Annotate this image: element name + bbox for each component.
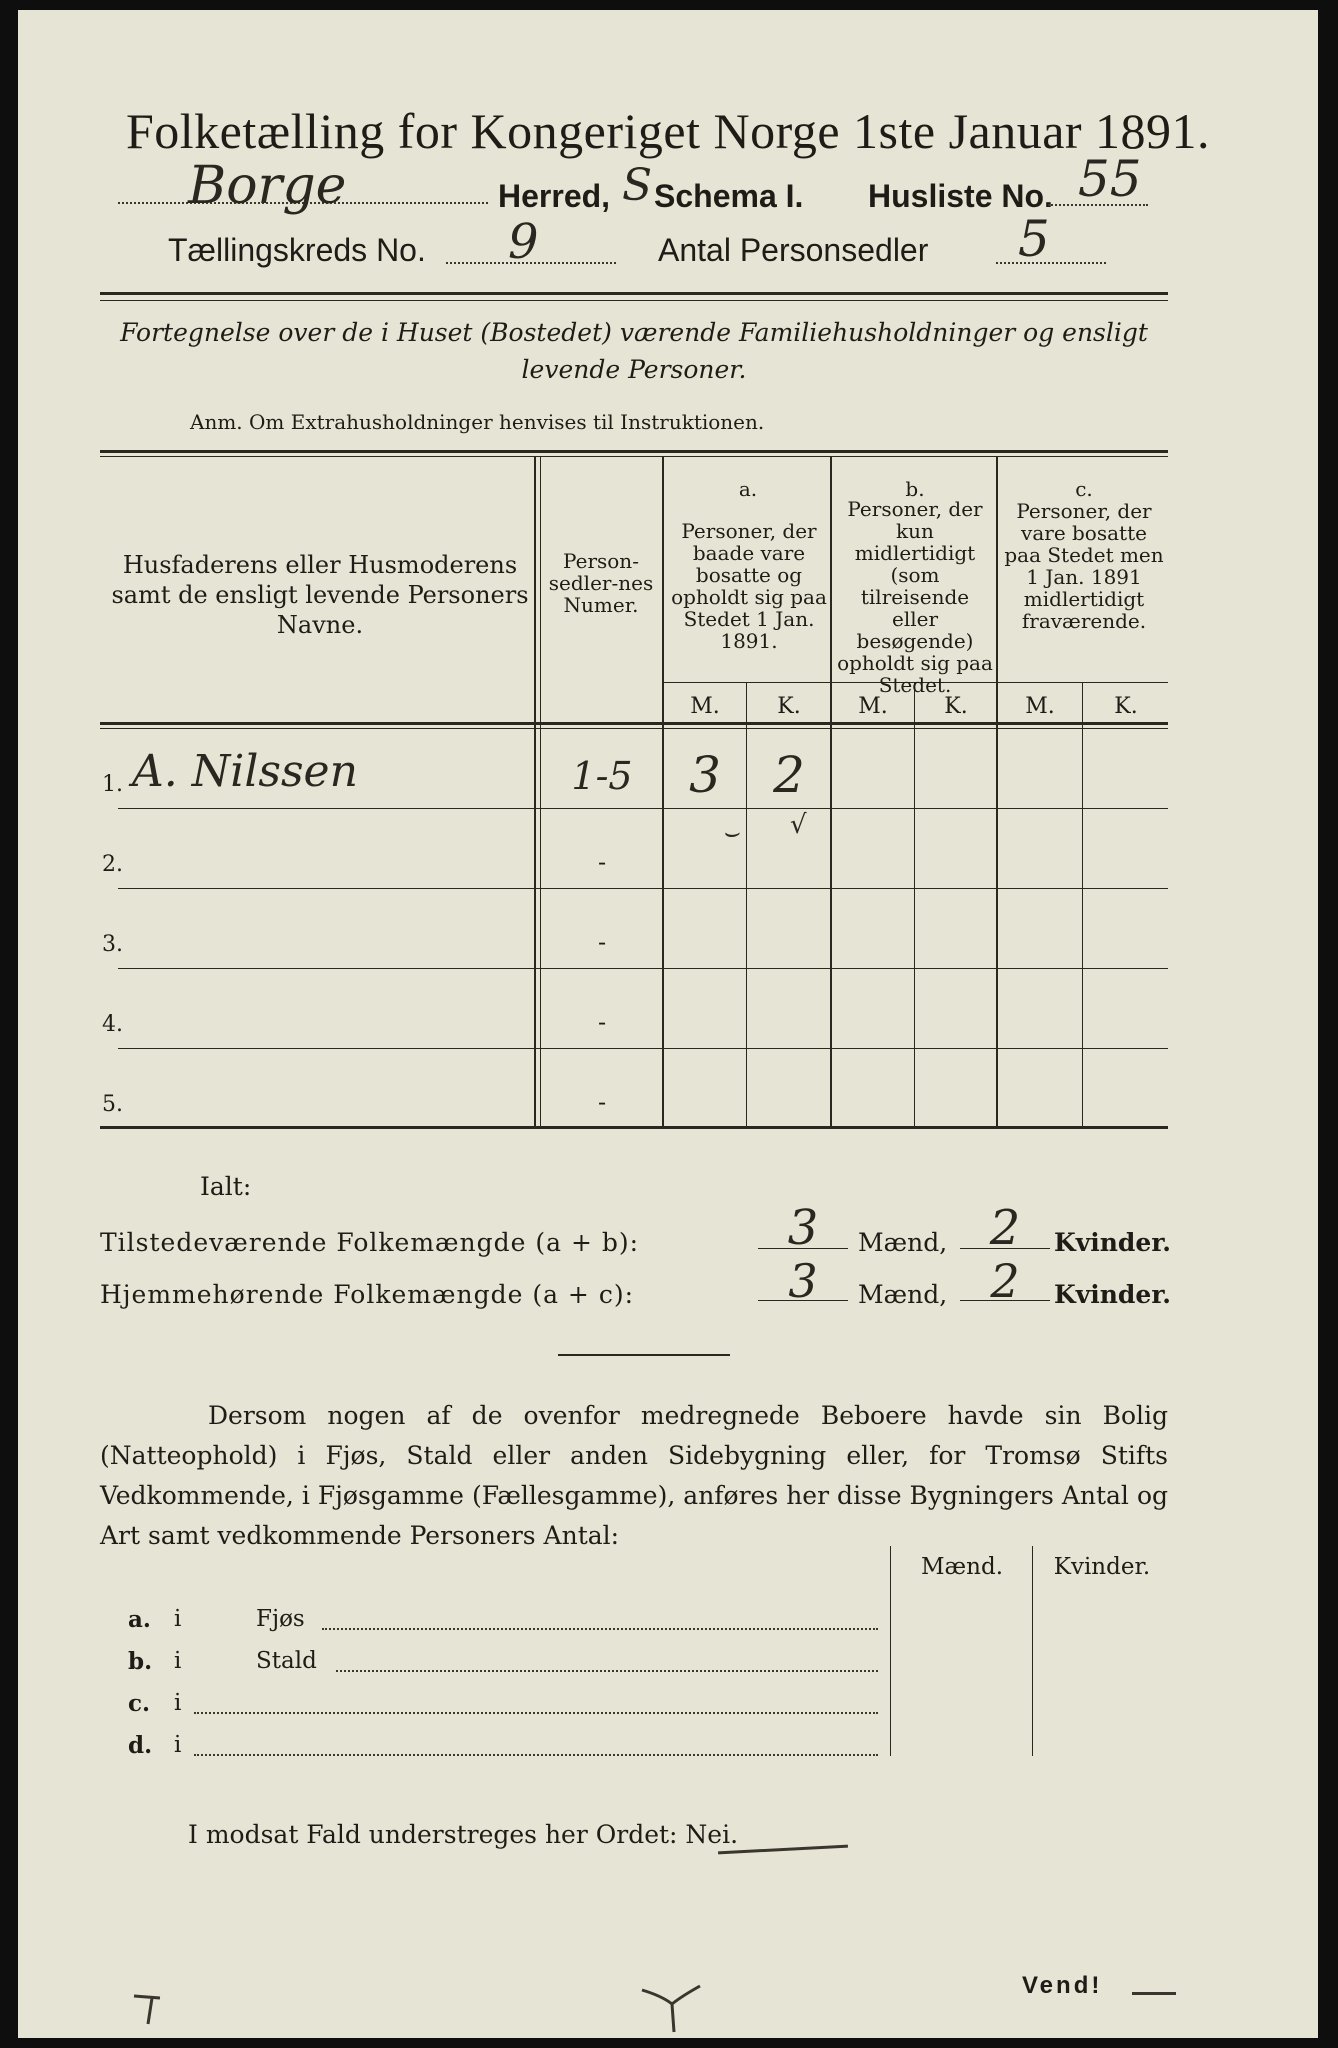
table-top-rule-thin <box>100 456 1168 457</box>
total-line1-kvinder: Kvinder. <box>1054 1228 1171 1257</box>
row-4-numer: - <box>597 1008 607 1036</box>
b-m-label: M. <box>858 694 888 719</box>
subcol-c-mk <box>1082 682 1083 1128</box>
vend-label: Vend! <box>1022 1972 1103 1999</box>
total-line1-k: 2 <box>989 1200 1021 1256</box>
tick-mark-icon <box>638 1982 708 2038</box>
row-5-numer: - <box>597 1088 607 1116</box>
total-line1-m: 3 <box>787 1200 819 1256</box>
row2-line <box>118 888 1168 889</box>
vend-stroke <box>1132 1992 1176 1995</box>
item-d-letter: d. <box>128 1732 153 1759</box>
herred-value: Borge <box>188 156 347 216</box>
kreds-value: 9 <box>508 214 539 270</box>
item-d-dotline <box>194 1754 878 1756</box>
item-a-letter: a. <box>128 1606 151 1633</box>
col-c-letter: c. <box>1075 477 1093 501</box>
buildings-maend-head: Mænd. <box>920 1554 1004 1580</box>
subcol-a-mk <box>746 682 747 1128</box>
item-a-dotline <box>322 1628 878 1630</box>
form-title: Folketælling for Kongeriget Norge 1ste Januar 1891. <box>125 103 1211 159</box>
item-b-prefix: i <box>174 1648 182 1674</box>
a-k-label: K. <box>777 694 801 719</box>
item-c-letter: c. <box>128 1690 151 1717</box>
subcol-b-mk <box>914 682 915 1128</box>
header-bottom-rule <box>100 722 1168 725</box>
intro-line2: levende Personer. <box>521 355 747 384</box>
total-line1-maend: Mænd, <box>858 1228 948 1257</box>
ialt-label: Ialt: <box>200 1172 252 1201</box>
table-bottom-rule <box>100 1126 1168 1129</box>
col-b-letter: b. <box>905 477 925 501</box>
personsedler-label: Antal Personsedler <box>658 232 929 268</box>
nei-line: I modsat Fald understreges her Ordet: Nei. <box>188 1820 739 1849</box>
row1-line <box>118 808 1168 809</box>
col-c-header: Personer, der vare bosatte paa Stedet men 1 Jan. 1891 midlertidigt fraværende. <box>1004 499 1164 633</box>
row-3-numer: - <box>597 928 607 956</box>
intro-line1: Fortegnelse over de i Huset (Bostedet) værende Familiehusholdninger og ensligt <box>120 318 1148 347</box>
item-d-prefix: i <box>174 1732 182 1758</box>
husliste-value: 55 <box>1078 150 1142 208</box>
schema-label: Schema I. <box>654 178 804 214</box>
row-2-numer: - <box>597 848 607 876</box>
row-2-number: 2. <box>102 852 123 877</box>
total-line2-maend: Mænd, <box>858 1280 948 1309</box>
col-b-header: Personer, der kun midlertidigt (som tilreisende eller besøgende) opholdt sig paa Stedet. <box>837 497 993 697</box>
row-5-number: 5. <box>102 1092 123 1117</box>
row-1-name: A. Nilssen <box>132 746 358 797</box>
b-k-label: K. <box>944 694 968 719</box>
item-b-label: Stald <box>256 1648 317 1674</box>
row-1-a-k: 2 <box>773 746 805 804</box>
kreds-label: Tællingskreds No. <box>168 232 426 268</box>
row-1-number: 1. <box>102 772 123 797</box>
header-rule-thick <box>100 292 1168 295</box>
col-divider-b <box>830 456 832 1128</box>
col-a-letter: a. <box>738 477 758 501</box>
row-3-number: 3. <box>102 932 123 957</box>
husliste-label: Husliste No. <box>868 178 1053 214</box>
item-c-dotline <box>194 1712 878 1714</box>
schema-prefix: S <box>622 160 653 211</box>
separator-rule <box>558 1354 730 1356</box>
herred-label: Herred, <box>498 178 611 214</box>
item-a-prefix: i <box>174 1606 182 1632</box>
a-m-label: M. <box>690 694 720 719</box>
c-m-label: M. <box>1025 694 1055 719</box>
total-line1-label: Tilstedeværende Folkemængde (a + b): <box>100 1228 640 1257</box>
row-1-tick-k: √ <box>790 810 807 840</box>
header-bottom-rule-thin <box>100 728 1168 729</box>
item-b-letter: b. <box>128 1648 153 1675</box>
col-names-header: Husfaderens eller Husmoderens samt de ensligt levende Personers Navne. <box>111 551 529 639</box>
header-rule-thin <box>100 300 1168 301</box>
buildings-kvinder-head: Kvinder. <box>1053 1554 1151 1580</box>
row-4-number: 4. <box>102 1012 123 1037</box>
total-line2-k: 2 <box>990 1254 1020 1308</box>
col-numer-header: Person-sedler-nes Numer. <box>548 549 654 617</box>
item-c-prefix: i <box>174 1690 182 1716</box>
col-a-header: Personer, der baade vare bosatte og opholdt sig paa Stedet 1 Jan. 1891. <box>671 519 827 653</box>
personsedler-value: 5 <box>1018 210 1050 268</box>
item-a-label: Fjøs <box>256 1606 305 1632</box>
intro-anm: Anm. Om Extrahusholdninger henvises til Instruktionen. <box>190 410 765 434</box>
buildings-paragraph: Dersom nogen af de ovenfor medregnede Beboere havde sin Bolig (Natteophold) i Fjøs, Stald eller anden Sidebygning eller, for Tromsø Stifts Vedkommende, i Fjøsgamme (Fællesgamme), anføres her disse Bygningers Antal og Art samt vedkommende Personers Antal: <box>100 1401 1168 1550</box>
buildings-col-divider-1 <box>890 1546 891 1756</box>
row-1-a-m: 3 <box>689 746 721 804</box>
corner-mark-icon <box>130 1990 190 2030</box>
total-line2-m: 3 <box>788 1254 818 1308</box>
total-line2-kvinder: Kvinder. <box>1054 1280 1171 1309</box>
personsedler-dotline <box>996 262 1106 264</box>
row3-line <box>118 968 1168 969</box>
total-line2-label: Hjemmehørende Folkemængde (a + c): <box>100 1280 634 1309</box>
census-form-page <box>18 10 1318 2038</box>
c-k-label: K. <box>1114 694 1138 719</box>
table-top-rule <box>100 450 1168 453</box>
row4-line <box>118 1048 1168 1049</box>
col-divider-numer <box>534 456 536 1128</box>
col-divider-c <box>996 456 998 1128</box>
buildings-col-divider-2 <box>1032 1546 1033 1756</box>
row-1-numer: 1-5 <box>571 754 633 798</box>
item-b-dotline <box>336 1670 878 1672</box>
col-divider-numer-thin <box>540 456 541 1128</box>
row-1-tick-m: ⌣ <box>722 818 740 848</box>
